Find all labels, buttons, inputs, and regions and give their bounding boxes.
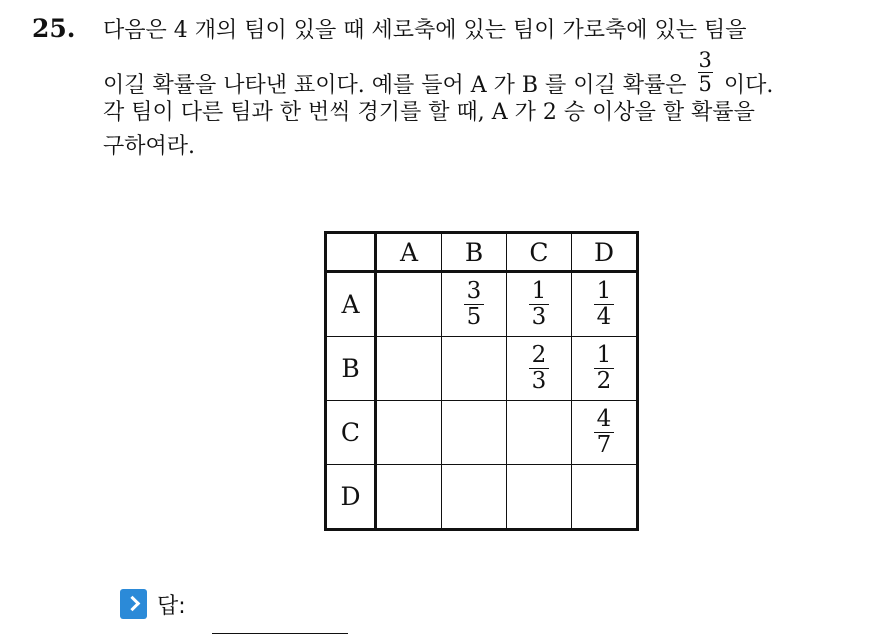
question-line-2-before: 이길 확률을 나타낸 표이다. 예를 들어 A 가 B 를 이길 확률은 <box>103 72 687 98</box>
fraction-numerator: 3 <box>464 279 485 305</box>
question-line-2-after: 이다. <box>723 72 774 98</box>
cell-fraction <box>464 279 485 330</box>
table-row <box>326 272 638 337</box>
table-cell <box>442 465 507 530</box>
table-cell <box>442 272 507 337</box>
fraction-numerator: 1 <box>594 343 615 369</box>
column-header: A <box>376 233 442 272</box>
table-row <box>326 401 638 465</box>
table-corner-cell <box>326 233 376 272</box>
row-header: A <box>326 272 376 337</box>
table-cell <box>572 272 638 337</box>
row-header: B <box>326 337 376 401</box>
table-cell <box>507 401 572 465</box>
table-cell <box>572 337 638 401</box>
question-line-2 <box>103 48 873 96</box>
fraction-denominator: 3 <box>531 304 547 330</box>
table-cell <box>507 337 572 401</box>
answer-area <box>120 586 186 622</box>
table-cell <box>376 465 442 530</box>
table-cell <box>572 401 638 465</box>
column-header: B <box>442 233 507 272</box>
cell-fraction <box>594 407 615 458</box>
cell-fraction <box>594 279 615 330</box>
question-text <box>103 14 873 164</box>
table-cell <box>376 401 442 465</box>
table-row <box>326 465 638 530</box>
table-cell <box>507 465 572 530</box>
answer-label: 답: <box>157 593 186 619</box>
row-header: C <box>326 401 376 465</box>
fraction-numerator: 2 <box>529 343 550 369</box>
answer-blank-line[interactable] <box>212 633 348 634</box>
table-cell <box>572 465 638 530</box>
table-header-row <box>326 233 638 272</box>
cell-fraction <box>594 343 615 394</box>
chevron-right-icon <box>120 589 147 619</box>
probability-table <box>324 231 639 531</box>
question-line-3: 각 팀이 다른 팀과 한 번씩 경기를 할 때, A 가 2 승 이상을 할 확률을 <box>103 100 755 125</box>
question-line-1: 다음은 4 개의 팀이 있을 때 세로축에 있는 팀이 가로축에 있는 팀을 <box>103 18 747 43</box>
column-header: D <box>572 233 638 272</box>
table-cell <box>507 272 572 337</box>
table-cell <box>442 401 507 465</box>
fraction-denominator: 2 <box>596 368 612 394</box>
question-line-4: 구하여라. <box>103 134 196 159</box>
cell-fraction <box>529 343 550 394</box>
cell-fraction <box>529 279 550 330</box>
fraction-denominator: 3 <box>531 368 547 394</box>
fraction-denominator: 5 <box>698 72 712 96</box>
fraction-denominator: 4 <box>596 304 612 330</box>
fraction-denominator: 5 <box>466 304 482 330</box>
table-cell <box>376 337 442 401</box>
fraction-denominator: 7 <box>596 432 612 458</box>
question-number: 25. <box>32 14 76 43</box>
fraction-numerator: 1 <box>529 279 550 305</box>
table-row <box>326 337 638 401</box>
row-header: D <box>326 465 376 530</box>
fraction-numerator: 1 <box>594 279 615 305</box>
fraction-numerator: 3 <box>698 48 712 72</box>
column-header: C <box>507 233 572 272</box>
table-cell <box>376 272 442 337</box>
fraction-numerator: 4 <box>594 407 615 433</box>
example-fraction <box>698 49 713 96</box>
table-cell <box>442 337 507 401</box>
